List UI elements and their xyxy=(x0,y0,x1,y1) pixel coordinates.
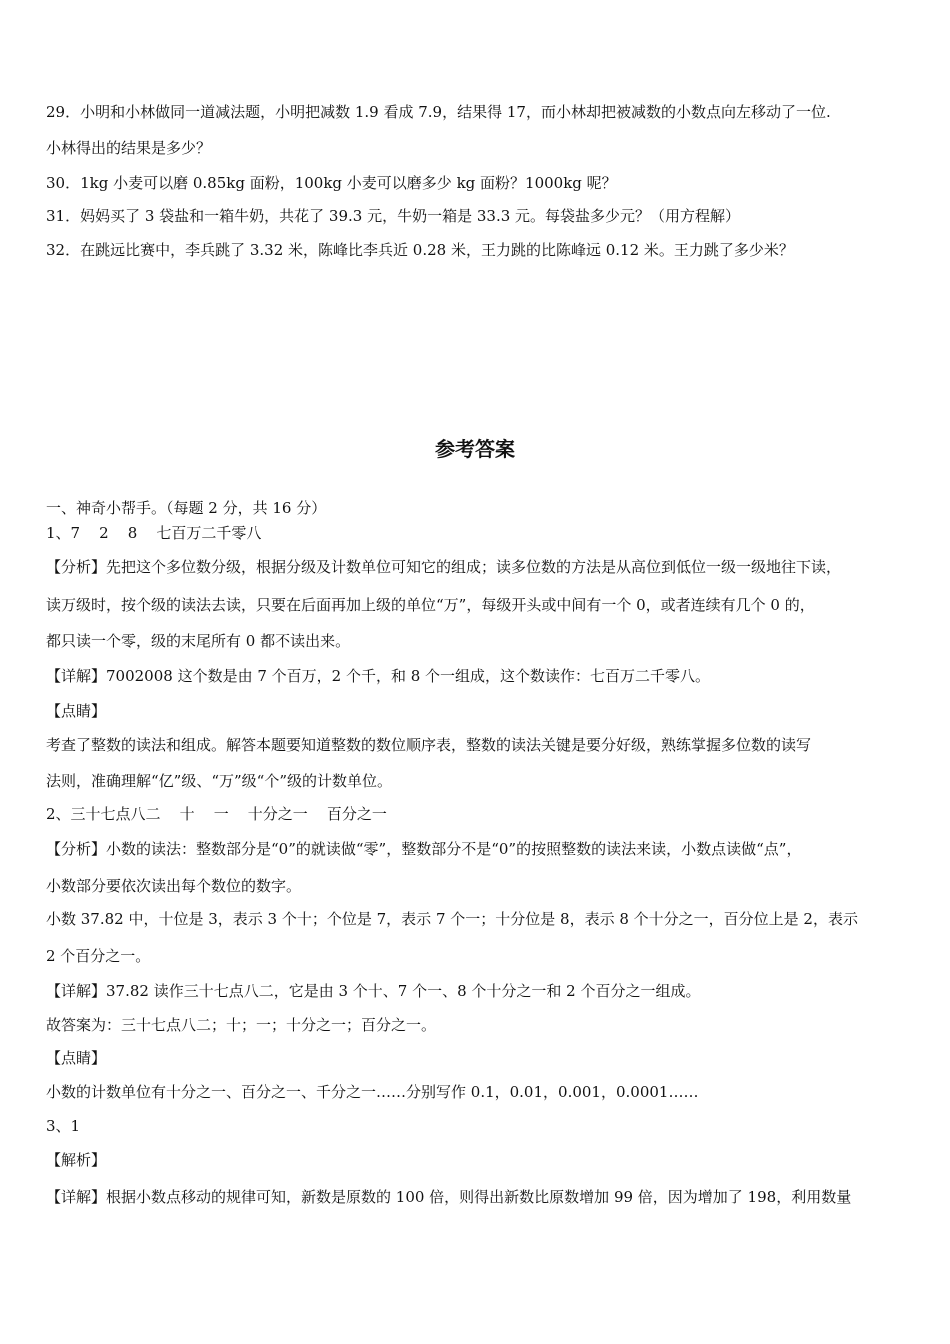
answer-2-tip-line-1: 小数的计数单位有十分之一、百分之一、千分之一……分别写作 0.1，0.01，0.001，0.0001…… xyxy=(46,1083,699,1101)
question-29-line-2: 小林得出的结果是多少？ xyxy=(46,139,212,157)
answer-key-title: 参考答案 xyxy=(435,437,515,461)
question-32: 32．在跳远比赛中，李兵跳了 3.32 米，陈峰比李兵近 0.28 米，王力跳的比陈峰远 0.12 米。王力跳了多少米？ xyxy=(46,241,794,259)
section-1-heading: 一、神奇小帮手。（每题 2 分，共 16 分） xyxy=(46,499,327,517)
answer-1-analysis-line-1: 【分析】先把这个多位数分级，根据分级及计数单位可知它的组成；读多位数的方法是从高位到低位一级一级地往下读， xyxy=(46,558,842,576)
answer-1-detail: 【详解】7002008 这个数是由 7 个百万，2 个千，和 8 个一组成，这个数读作：七百万二千零八。 xyxy=(46,667,711,685)
answer-2-conclusion: 故答案为：三十七点八二；十；一；十分之一；百分之一。 xyxy=(46,1016,437,1034)
answer-3-detail-line-1: 【详解】根据小数点移动的规律可知，新数是原数的 100 倍，则得出新数比原数增加 99 倍，因为增加了 198，利用数量 xyxy=(46,1188,852,1206)
answer-2-label: 2、三十七点八二 十 一 十分之一 百分之一 xyxy=(46,805,387,823)
question-29-line-1: 29．小明和小林做同一道减法题，小明把减数 1.9 看成 7.9，结果得 17，而小林却把被减数的小数点向左移动了一位. xyxy=(46,103,831,121)
answer-1-tip-label: 【点睛】 xyxy=(46,702,107,720)
answer-3-analysis-label: 【解析】 xyxy=(46,1151,107,1169)
answer-1-label: 1、7 2 8 七百万二千零八 xyxy=(46,524,262,542)
answer-1-tip-line-1: 考查了整数的读法和组成。解答本题要知道整数的数位顺序表，整数的读法关键是要分好级，熟练掌握多位数的读写 xyxy=(46,736,812,754)
question-30: 30．1kg 小麦可以磨 0.85kg 面粉，100kg 小麦可以磨多少 kg 面粉？1000kg 呢？ xyxy=(46,174,617,192)
answer-2-tip-label: 【点睛】 xyxy=(46,1049,107,1067)
answer-2-analysis-line-3: 小数 37.82 中，十位是 3，表示 3 个十；个位是 7，表示 7 个一；十分位是 8，表示 8 个十分之一，百分位上是 2，表示 xyxy=(46,910,858,928)
answer-1-analysis-line-3: 都只读一个零，级的末尾所有 0 都不读出来。 xyxy=(46,632,351,650)
answer-2-analysis-line-1: 【分析】小数的读法：整数部分是“0”的就读做“零”，整数部分不是“0”的按照整数的读法来读，小数点读做“点”， xyxy=(46,840,802,858)
question-31: 31．妈妈买了 3 袋盐和一箱牛奶，共花了 39.3 元，牛奶一箱是 33.3 元。每袋盐多少元？（用方程解） xyxy=(46,207,741,225)
answer-3-label: 3、1 xyxy=(46,1117,81,1135)
answer-2-detail: 【详解】37.82 读作三十七点八二，它是由 3 个十、7 个一、8 个十分之一和 2 个百分之一组成。 xyxy=(46,982,701,1000)
answer-1-analysis-line-2: 读万级时，按个级的读法去读，只要在后面再加上级的单位“万”，每级开头或中间有一个 0，或者连续有几个 0 的， xyxy=(46,596,815,614)
answer-2-analysis-line-4: 2 个百分之一。 xyxy=(46,947,151,965)
answer-2-analysis-line-2: 小数部分要依次读出每个数位的数字。 xyxy=(46,877,302,895)
answer-1-tip-line-2: 法则，准确理解“亿”级、“万”级“个”级的计数单位。 xyxy=(46,772,393,790)
